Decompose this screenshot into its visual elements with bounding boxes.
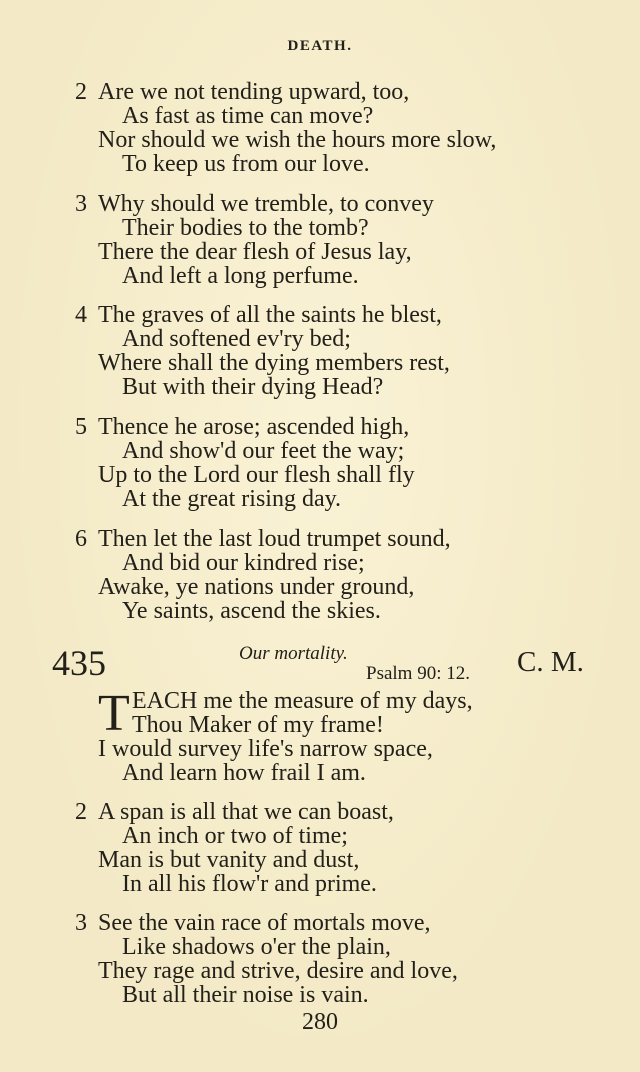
verse-line: Then let the last loud trumpet sound, [98,526,451,552]
hymn-number: 435 [52,643,106,683]
verse-line: EACH me the measure of my days, [132,688,473,714]
verse-line: In all his flow'r and prime. [122,871,377,897]
verse-line: Their bodies to the tomb? [122,215,369,241]
verse-line: At the great rising day. [122,486,342,512]
stanza-number: 3 [75,191,87,217]
verse-line: An inch or two of time; [122,823,348,849]
verse-line: To keep us from our love. [122,151,370,177]
hymn-title: Our mortality. [239,643,348,664]
stanza-number: 2 [75,79,87,105]
drop-cap: T [98,685,130,742]
stanza-number: 6 [75,526,87,552]
verse-line: And left a long perfume. [122,263,359,289]
stanza-number: 4 [75,302,87,328]
verse-line: But all their noise is vain. [122,982,369,1008]
verse-line: Where shall the dying members rest, [98,350,450,376]
stanza-number: 5 [75,414,87,440]
verse-line: Man is but vanity and dust, [98,847,360,873]
verse-line: The graves of all the saints he blest, [98,302,442,328]
verse-line: Thence he arose; ascended high, [98,414,410,440]
verse-line: Ye saints, ascend the skies. [122,598,381,624]
verse-line: Awake, ye nations under ground, [98,574,415,600]
verse-line: See the vain race of mortals move, [98,910,431,936]
verse-line: A span is all that we can boast, [98,799,394,825]
verse-line: Like shadows o'er the plain, [122,934,391,960]
verse-line: And bid our kindred rise; [122,550,365,576]
verse-line: And learn how frail I am. [122,760,366,786]
page-number: 280 [302,1009,338,1035]
verse-line: There the dear flesh of Jesus lay, [98,239,412,265]
hymn-meter: C. M. [517,646,584,678]
stanza-number: 2 [75,799,87,825]
verse-line: Thou Maker of my frame! [132,712,384,738]
verse-line: Why should we tremble, to convey [98,191,434,217]
verse-line: And show'd our feet the way; [122,438,405,464]
verse-line: And softened ev'ry bed; [122,326,351,352]
verse-line: They rage and strive, desire and love, [98,958,458,984]
verse-line: But with their dying Head? [122,374,384,400]
scripture-reference: Psalm 90: 12. [366,663,470,684]
verse-line: I would survey life's narrow space, [98,736,433,762]
verse-line: As fast as time can move? [122,103,374,129]
running-header: DEATH. [287,38,353,54]
verse-line: Nor should we wish the hours more slow, [98,127,497,153]
verse-line: Up to the Lord our flesh shall fly [98,462,415,488]
stanza-number: 3 [75,910,87,936]
verse-line: Are we not tending upward, too, [98,79,410,105]
